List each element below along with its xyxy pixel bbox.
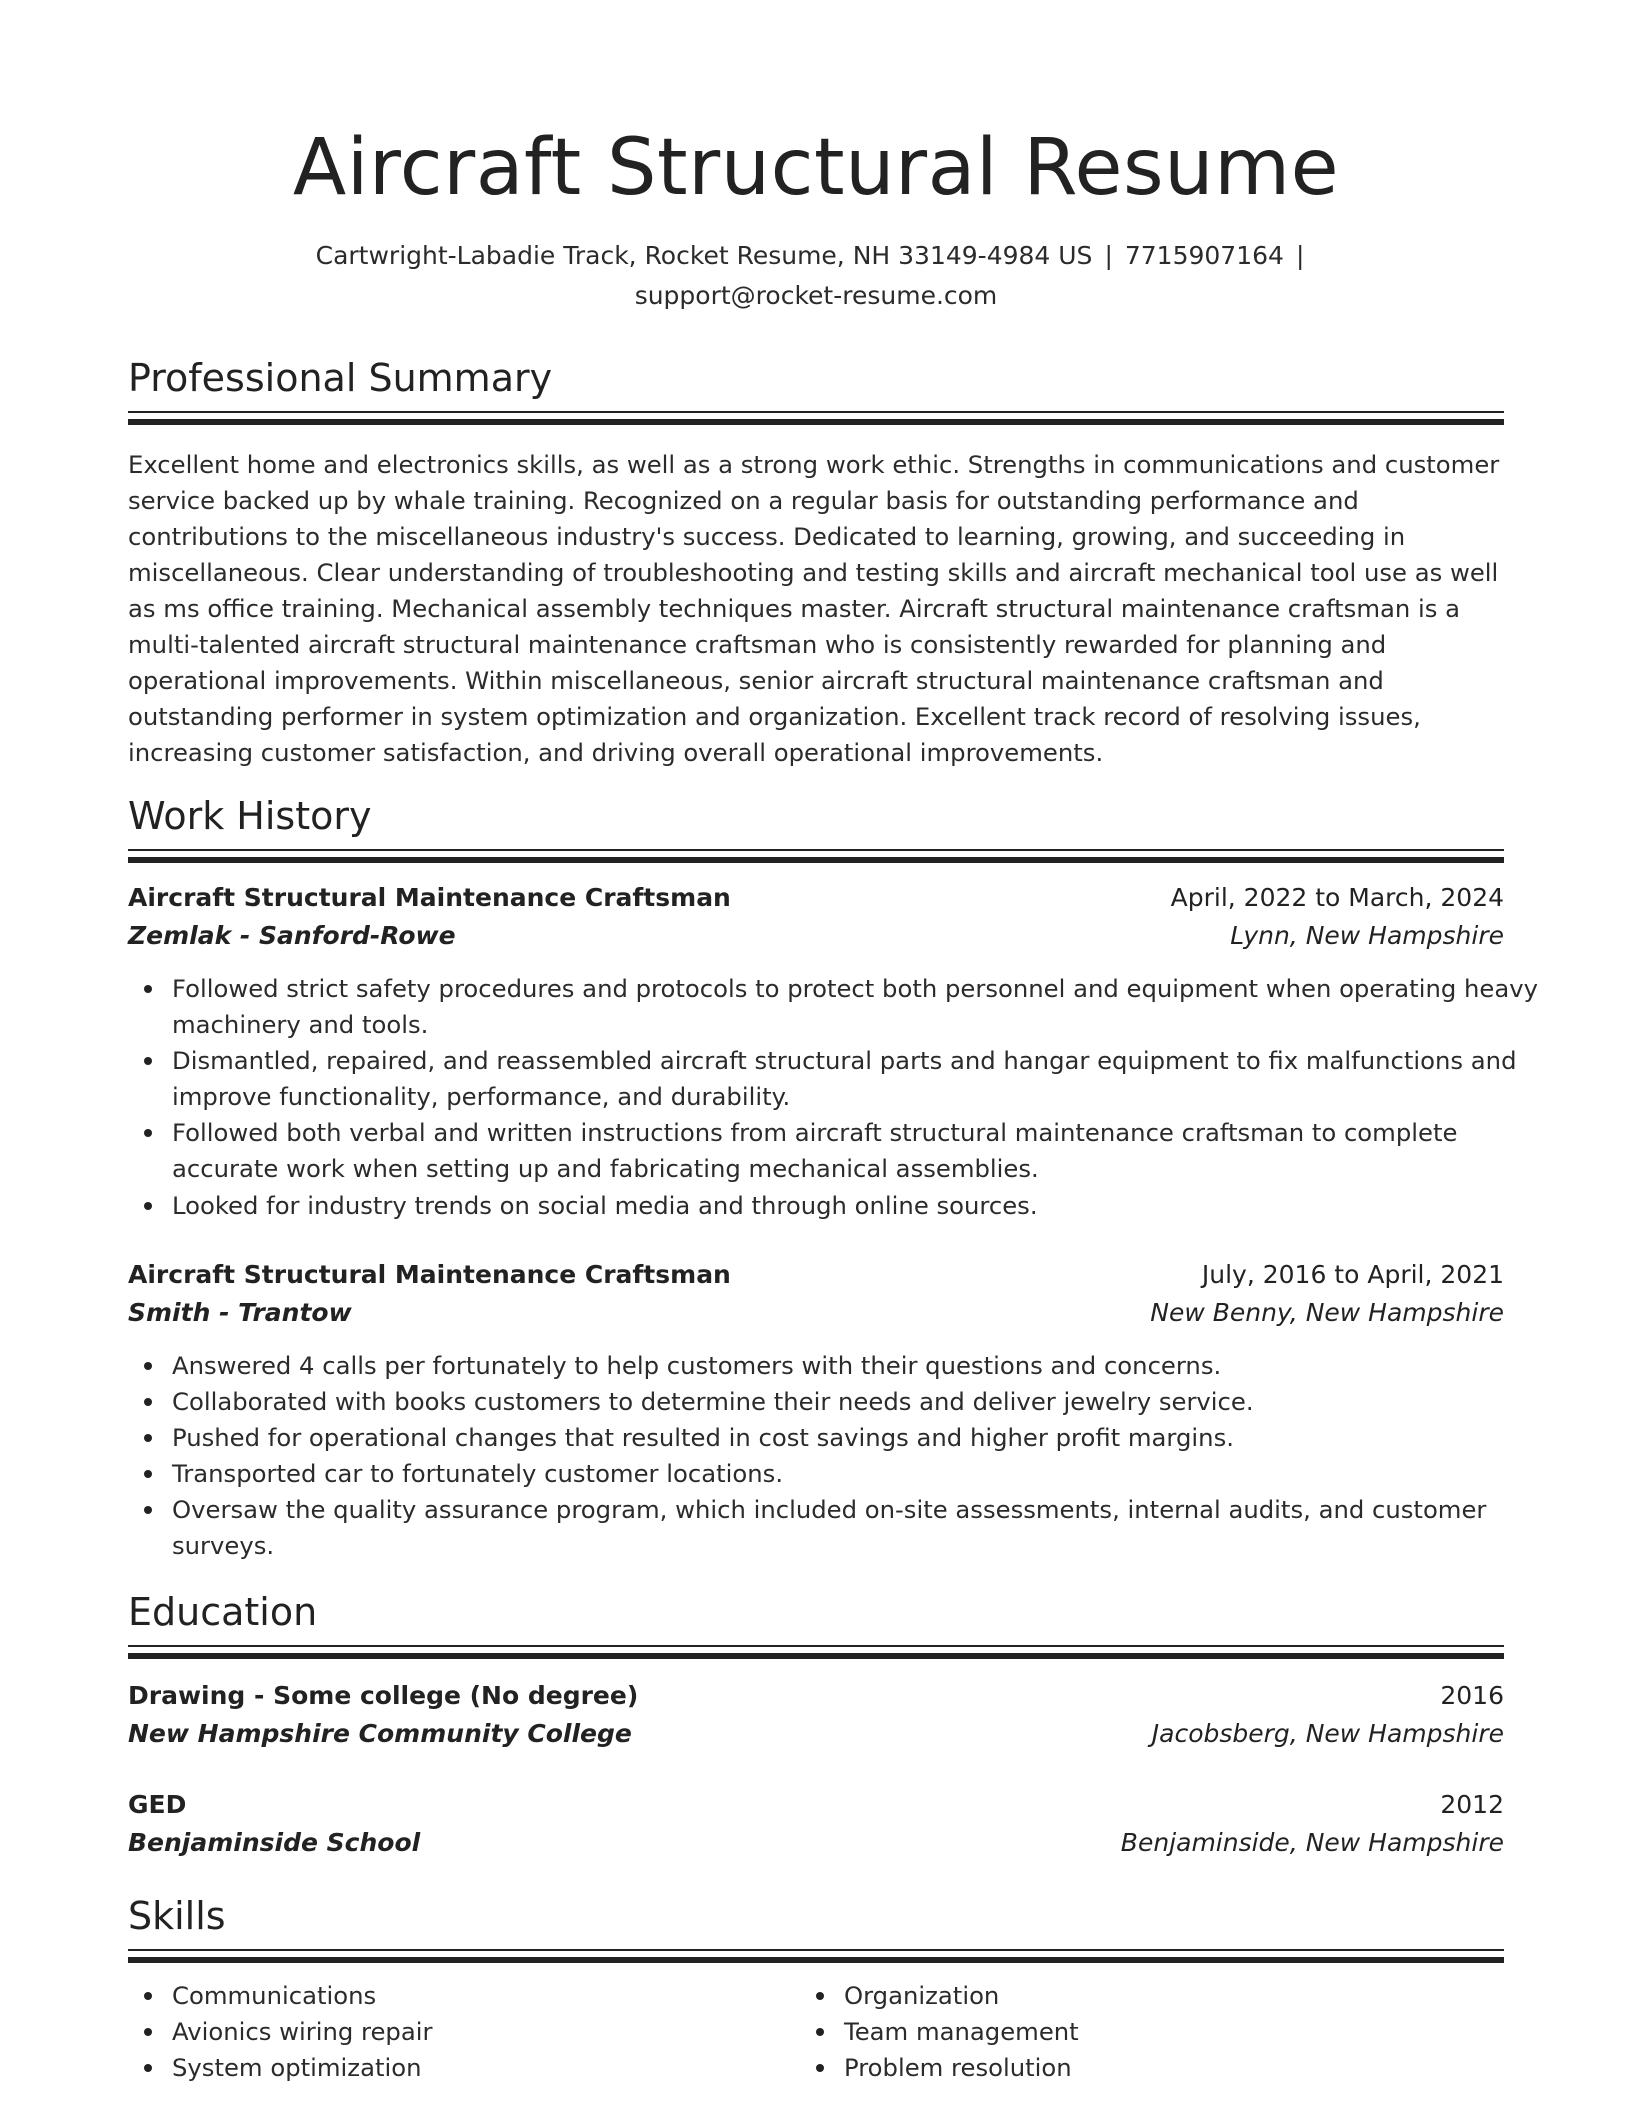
skill-item: Avionics wiring repair xyxy=(172,2014,812,2050)
education-year: 2016 xyxy=(1440,1681,1504,1710)
contact-separator: | xyxy=(1104,241,1113,270)
list-item: Dismantled, repaired, and reassembled aircraft structural parts and hangar equipment to fix malfunctions and improve functionality, performance, and durability. xyxy=(172,1043,1548,1115)
job-subheader xyxy=(128,917,1504,955)
contact-address: Cartwright-Labadie Track, Rocket Resume, NH 33149-4984 US xyxy=(315,241,1093,270)
section-divider xyxy=(128,419,1504,425)
job-company: Zemlak - Sanford-Rowe xyxy=(128,921,456,950)
skill-item: Problem resolution xyxy=(844,2050,1484,2086)
list-item: Followed both verbal and written instructions from aircraft structural maintenance craftsman to complete accurate work when setting up and fabricating mechanical assemblies. xyxy=(172,1115,1548,1187)
section-title-summary: Professional Summary xyxy=(128,356,553,400)
job-subheader xyxy=(128,1294,1504,1332)
section-divider xyxy=(128,1949,1504,1951)
list-item: Pushed for operational changes that resulted in cost savings and higher profit margins. xyxy=(172,1420,1548,1456)
list-item: Looked for industry trends on social media and through online sources. xyxy=(172,1188,1548,1224)
job-location: Lynn, New Hampshire xyxy=(1230,921,1504,950)
list-item: Collaborated with books customers to determine their needs and deliver jewelry service. xyxy=(172,1384,1548,1420)
section-divider xyxy=(128,849,1504,851)
summary-text: Excellent home and electronics skills, as well as a strong work ethic. Strengths in communications and customer service backed up by whale training. Recognized on a regular basis for outstanding performance and contributions to the miscellaneous industry's success. Dedicated to learning, growing, and succeeding in miscellaneous. Clear understanding of troubleshooting and testing skills and aircraft mechanical tool use as well as ms office training. Mechanical assembly techniques master. Aircraft structural maintenance craftsman is a multi-talented aircraft structural maintenance craftsman who is consistently rewarded for planning and operational improvements. Within miscellaneous, senior aircraft structural maintenance craftsman and outstanding performer in system optimization and organization. Excellent track record of resolving issues, increasing customer satisfaction, and driving overall operational improvements. xyxy=(128,450,1500,767)
list-item: Followed strict safety procedures and protocols to protect both personnel and equipment when operating heavy machinery and tools. xyxy=(172,971,1548,1043)
skill-item: Communications xyxy=(172,1978,812,2014)
skills-list-left xyxy=(128,1978,812,2086)
contact-separator: | xyxy=(1295,241,1305,270)
list-item: Oversaw the quality assurance program, which included on-site assessments, internal audits, and customer surveys. xyxy=(172,1492,1548,1564)
skill-item: Team management xyxy=(844,2014,1484,2050)
job-role: Aircraft Structural Maintenance Craftsman xyxy=(128,1260,731,1289)
section-divider xyxy=(128,1645,1504,1647)
skill-item: Organization xyxy=(844,1978,1484,2014)
job-dates: July, 2016 to April, 2021 xyxy=(1201,1260,1504,1289)
education-header xyxy=(128,1786,1504,1824)
section-title-education: Education xyxy=(128,1590,318,1634)
skill-item: System optimization xyxy=(172,2050,812,2086)
education-school: New Hampshire Community College xyxy=(128,1719,632,1748)
section-divider xyxy=(128,411,1504,413)
job-bullets xyxy=(128,971,1548,1224)
section-title-skills: Skills xyxy=(128,1894,226,1938)
education-year: 2012 xyxy=(1440,1790,1504,1819)
resume-title: Aircraft Structural Resume xyxy=(292,123,1340,213)
education-subheader xyxy=(128,1824,1504,1862)
education-location: Benjaminside, New Hampshire xyxy=(1120,1828,1504,1857)
section-divider xyxy=(128,857,1504,863)
job-company: Smith - Trantow xyxy=(128,1298,352,1327)
section-title-work-history: Work History xyxy=(128,794,372,838)
education-school: Benjaminside School xyxy=(128,1828,421,1857)
section-divider xyxy=(128,1653,1504,1659)
contact-email: support@rocket-resume.com xyxy=(634,281,998,310)
job-header xyxy=(128,1256,1504,1294)
job-role: Aircraft Structural Maintenance Craftsman xyxy=(128,883,731,912)
contact-info xyxy=(216,236,1416,316)
job-header xyxy=(128,879,1504,917)
education-subheader xyxy=(128,1715,1504,1753)
education-degree: GED xyxy=(128,1790,187,1819)
job-location: New Benny, New Hampshire xyxy=(1150,1298,1504,1327)
skills-list-right xyxy=(800,1978,1484,2086)
job-bullets xyxy=(128,1348,1548,1564)
education-degree: Drawing - Some college (No degree) xyxy=(128,1681,639,1710)
list-item: Answered 4 calls per fortunately to help customers with their questions and concerns. xyxy=(172,1348,1548,1384)
section-divider xyxy=(128,1957,1504,1963)
contact-phone: 7715907164 xyxy=(1124,241,1284,270)
list-item: Transported car to fortunately customer locations. xyxy=(172,1456,1548,1492)
education-header xyxy=(128,1677,1504,1715)
job-dates: April, 2022 to March, 2024 xyxy=(1170,883,1504,912)
education-location: Jacobsberg, New Hampshire xyxy=(1151,1719,1504,1748)
